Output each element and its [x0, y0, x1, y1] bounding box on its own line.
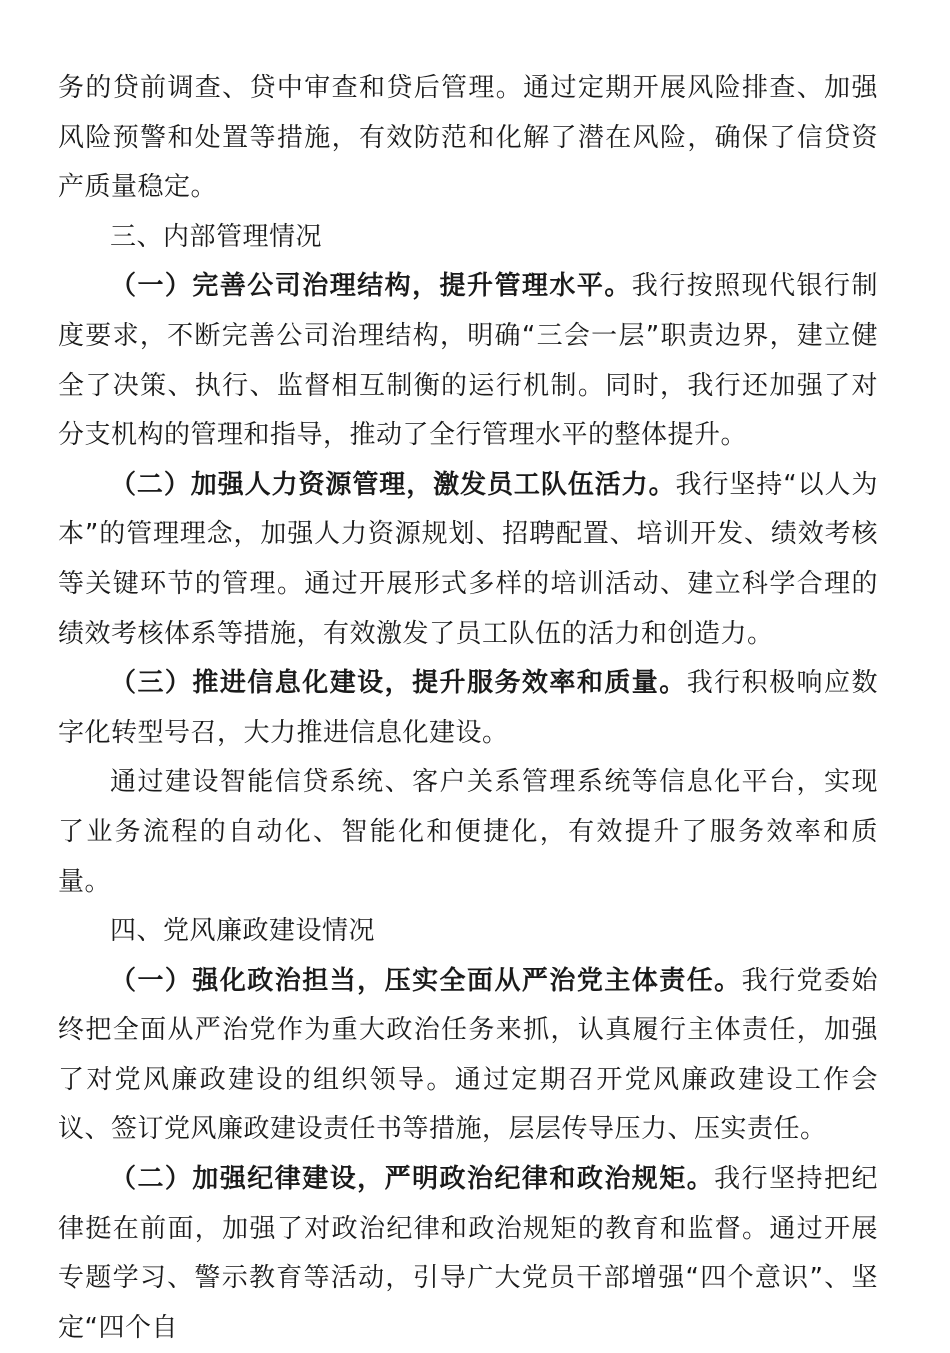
paragraph-lead: （二）加强人力资源管理，激发员工队伍活力。 [110, 469, 676, 500]
paragraph-body: 我行按照现代银行制度要求，不断完善公司治理结构，明确“三会一层”职责边界，建立健全了决策、执行、监督相互制衡的运行机制。同时，我行还加强了对分支机构的管理和指导，推动了全行管理水平的整体提升。 [58, 271, 878, 451]
continuation-paragraph: 务的贷前调查、贷中审查和贷后管理。通过定期开展风险排查、加强风险预警和处置等措施，有效防范和化解了潜在风险，确保了信贷资产质量稳定。 [58, 73, 878, 203]
paragraph-body: 我行党委始终把全面从严治党作为重大政治任务来抓，认真履行主体责任，加强了对党风廉政建设的组织领导。通过定期召开党风廉政建设工作会议、签订党风廉政建设责任书等措施，层层传导压力、压实责任。 [58, 965, 878, 1145]
section-heading-party-integrity: 四、党风廉政建设情况 [110, 916, 376, 947]
paragraph-body: 我行坚持“以人为本”的管理理念，加强人力资源规划、招聘配置、培训开发、绩效考核等关键环节的管理。通过开展形式多样的培训活动、建立科学合理的绩效考核体系等措施，有效激发了员工队伍的活力和创造力。 [58, 469, 878, 649]
paragraph-lead: （一）强化政治担当，压实全面从严治党主体责任。 [110, 965, 742, 996]
paragraph-political-responsibility [58, 957, 878, 1155]
paragraph-body: 我行坚持把纪律挺在前面，加强了对政治纪律和政治规矩的教育和监督。通过开展专题学习、警示教育等活动，引导广大党员干部增强“四个意识”、坚定“四个自 [58, 1164, 878, 1343]
paragraph-lead: （二）加强纪律建设，严明政治纪律和政治规矩。 [110, 1164, 715, 1195]
paragraph-human-resources [58, 461, 878, 659]
paragraph-informatization [58, 659, 878, 758]
paragraph-lead: （三）推进信息化建设，提升服务效率和质量。 [110, 668, 687, 699]
paragraph-discipline [58, 1155, 878, 1353]
paragraph-governance [58, 262, 878, 460]
section-heading-internal-management: 三、内部管理情况 [110, 221, 323, 252]
paragraph-informatization-detail: 通过建设智能信贷系统、客户关系管理系统等信息化平台，实现了业务流程的自动化、智能化和便捷化，有效提升了服务效率和质量。 [58, 767, 878, 897]
paragraph-body: 我行积极响应数字化转型号召，大力推进信息化建设。 [58, 668, 878, 748]
paragraph-lead: （一）完善公司治理结构，提升管理水平。 [110, 271, 632, 302]
